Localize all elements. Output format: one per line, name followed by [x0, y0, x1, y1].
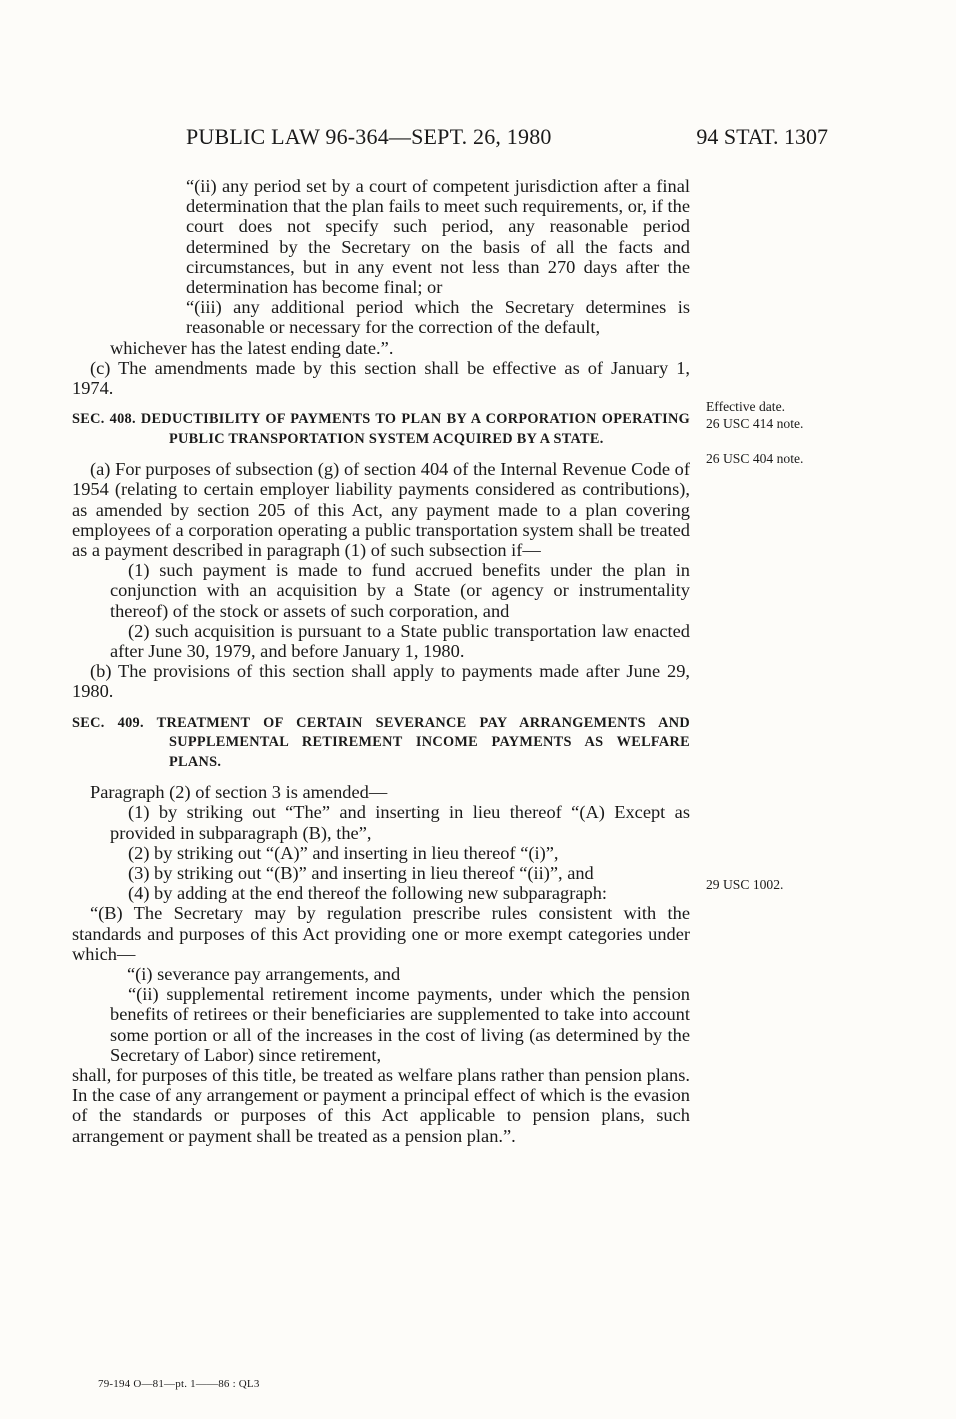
statute-page-number: 94 STAT. 1307 — [696, 124, 828, 149]
print-job-footer: 79-194 O—81—pt. 1——86 : QL3 — [98, 1378, 260, 1390]
section-409-item-1: (1) by striking out “The” and inserting in lieu thereof “(A) Except as provided in subparagraph (B), the”, — [110, 802, 690, 843]
subparagraph-b-closing: shall, for purposes of this title, be treated as welfare plans rather than pension plans. In the case of any arrangement or payment a principal effect of which is the evasion of the standards or purposes of this Act applicable to pension plans, such arrangement or payment shall be treated as a pension plan.”. — [72, 1065, 690, 1146]
margin-note-usc-404: 26 USC 404 note. — [706, 451, 804, 466]
page-header — [186, 124, 828, 154]
closing-phrase: whichever has the latest ending date.”. — [110, 337, 394, 358]
public-law-citation: PUBLIC LAW 96-364—SEPT. 26, 1980 — [186, 124, 552, 149]
subparagraph-b: “(B) The Secretary may by regulation prescribe rules consistent with the standards and purposes of this Act providing one or more exempt categories under which— — [72, 903, 690, 964]
margin-note-effective-date — [706, 398, 803, 432]
subparagraph-b-clause-i: “(i) severance pay arrangements, and — [127, 964, 401, 984]
section-408-subsection-b: (b) The provisions of this section shall apply to payments made after June 29, 1980. — [72, 661, 690, 702]
section-409-item-3: (3) by striking out “(B)” and inserting in lieu thereof “(ii)”, and — [128, 862, 594, 883]
section-409-intro: Paragraph (2) of section 3 is amended— — [90, 782, 388, 803]
clause-iii: “(iii) any additional period which the Secretary determines is reasonable or necessary for the correction of the default, — [186, 297, 690, 338]
section-408-paragraph-2: (2) such acquisition is pursuant to a State public transportation law enacted after June 30, 1979, and before January 1, 1980. — [110, 620, 690, 662]
section-408-heading: SEC. 408. DEDUCTIBILITY OF PAYMENTS TO PLAN BY A CORPORATION OPERATING PUBLIC TRANSPORTATION SYSTEM ACQUIRED BY A STATE. — [72, 411, 690, 447]
usc-414-note: 26 USC 414 note. — [706, 416, 804, 431]
section-409-item-2: (2) by striking out “(A)” and inserting in lieu thereof “(i)”, — [128, 842, 559, 863]
statute-text — [72, 176, 690, 1146]
section-409-heading: SEC. 409. TREATMENT OF CERTAIN SEVERANCE PAY ARRANGEMENTS AND SUPPLEMENTAL RETIREMENT INCOME PAYMENTS AS WELFARE PLANS. — [72, 714, 690, 770]
subparagraph-b-clause-ii: “(ii) supplemental retirement income payments, under which the pension benefits of retirees or their beneficiaries are supplemented to take into account some portion or all of the increases in the cost of living (as determined by the Secretary of Labor) since retirement, — [110, 984, 690, 1065]
subsection-c: (c) The amendments made by this section shall be effective as of January 1, 1974. — [72, 357, 690, 399]
clause-ii: “(ii) any period set by a court of competent jurisdiction after a final determination that the plan fails to meet such requirements, or, if the court does not specify such period, any reasonable period determined by the Secretary on the basis of all the facts and circumstances, but in any event not less than 270 days after the determination has become final; or — [186, 176, 690, 298]
section-408-paragraph-1: (1) such payment is made to fund accrued benefits under the plan in conjunction with an acquisition by a State (or agency or instrumentality thereof) of the stock or assets of such corporation, and — [110, 560, 690, 621]
section-409-item-4: (4) by adding at the end thereof the following new subparagraph: — [128, 883, 608, 904]
effective-date-label: Effective date. — [706, 399, 786, 414]
margin-note-usc-1002: 29 USC 1002. — [706, 877, 784, 892]
section-408-subsection-a: (a) For purposes of subsection (g) of section 404 of the Internal Revenue Code of 1954 (relating to certain employer liability payments considered as contributions), as amended by section 205 of this Act, any payment made to a plan covering employees of a corporation operating a public transportation system shall be treated as a payment described in paragraph (1) of such subsection if— — [72, 459, 690, 561]
